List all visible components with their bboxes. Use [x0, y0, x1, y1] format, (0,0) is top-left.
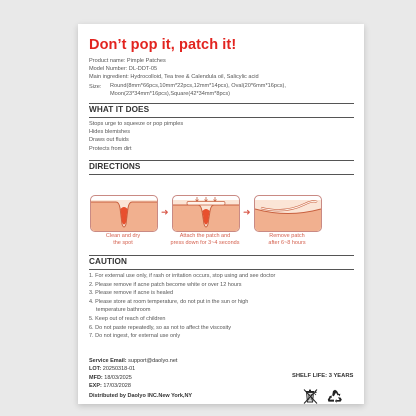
list-item-continuation: temperature bathroom [96, 307, 151, 314]
caution-list [89, 272, 289, 341]
list-item: 7. Do not ingest, for external use only [89, 333, 181, 340]
list-item: 2. Please remove if acne patch become white or over 12 hours [89, 281, 242, 288]
divider [89, 255, 354, 256]
clean-spot-icon [91, 196, 157, 231]
what-it-does-title: WHAT IT DOES [89, 105, 150, 114]
step-2-line-2: press down for 3~4 seconds [170, 240, 240, 246]
service-email [89, 357, 192, 365]
headline: Don’t pop it, patch it! [89, 37, 237, 53]
product-size [89, 83, 357, 98]
product-name: Product name: Pimple Patches [89, 58, 166, 64]
lot-label: LOT: [89, 366, 102, 373]
divider [89, 117, 354, 118]
directions-title: DIRECTIONS [89, 162, 141, 171]
direction-step-3-caption [250, 233, 324, 247]
email-label: Service Email: [89, 358, 127, 364]
list-item: Protects from dirt [89, 145, 132, 152]
attach-patch-icon [173, 196, 239, 231]
distributor: Distributed by Daolyo INC.New York,NY [89, 392, 193, 399]
list-item: 6. Do not paste repeatedly, so as not to affect the viscosity [89, 324, 231, 331]
divider [89, 160, 354, 161]
step-3-line-2: after 6~8 hours [268, 240, 306, 246]
list-item: Stops urge to squeeze or pop pimples [89, 121, 184, 127]
divider [89, 269, 354, 270]
list-item: 5. Keep out of reach of children [89, 315, 166, 322]
email-value: support@daolyo.net [128, 358, 178, 364]
mfd-value: 18/03/2025 [104, 374, 132, 381]
remove-patch-icon [255, 196, 321, 231]
what-it-does-list [89, 120, 183, 153]
exp-date [89, 382, 192, 390]
package-back-card [78, 24, 364, 404]
divider [89, 103, 354, 104]
size-values [110, 83, 286, 98]
direction-step-2-illustration [172, 195, 240, 232]
arrow-right-icon: ➜ [161, 207, 169, 217]
size-line-1: Round(8mm*66pcs,10mm*22pcs,12mm*14pcs), Oval(20*6mm*16pcs), [110, 83, 286, 89]
list-item: 4. Please store at room temperature, do not put in the sun or high [89, 298, 249, 305]
size-label: Size: [89, 84, 102, 90]
list-item: 3. Please remove if acne is healed [89, 290, 174, 297]
mfd-label: MFD: [89, 374, 103, 381]
step-1-line-1: Clean and dry [105, 233, 141, 239]
list-item: Draws out fluids [89, 137, 129, 144]
size-line-2: Moon(23*34mm*16pcs),Square(42*34mm*8pcs) [110, 90, 231, 97]
exp-value: 17/03/2028 [103, 383, 131, 390]
lot-value: 20250318-01 [102, 366, 136, 373]
divider [89, 174, 354, 175]
direction-step-1-caption [86, 233, 160, 247]
caution-title: CAUTION [89, 257, 127, 266]
main-ingredient: Main ingredient: Hydrocolloid, Tea tree & Calendula oil, Salicylic acid [89, 74, 259, 80]
step-1-line-2: the spot [113, 240, 133, 246]
contact-info [89, 357, 192, 400]
list-item: Hides blemishes [89, 129, 131, 136]
model-number: Model Number: DL-DDT-05 [89, 66, 158, 72]
step-3-line-1: Remove patch [269, 233, 305, 239]
direction-step-1-illustration [90, 195, 158, 232]
recycle-icon [327, 389, 343, 404]
product-info [89, 57, 357, 98]
mfd-date [89, 374, 192, 382]
direction-step-3-illustration [254, 195, 322, 232]
step-2-line-1: Attach the patch and [179, 233, 231, 239]
shelf-life: SHELF LIFE: 3 YEARS [292, 373, 354, 379]
list-item: 1. For external use only, if rash or irritation occurs, stop using and see doctor [89, 273, 276, 279]
arrow-right-icon: ➜ [243, 207, 251, 217]
lot-number [89, 365, 192, 373]
direction-step-2-caption [162, 233, 248, 247]
trash-bin-icon [303, 388, 319, 404]
exp-label: EXP: [89, 383, 102, 390]
